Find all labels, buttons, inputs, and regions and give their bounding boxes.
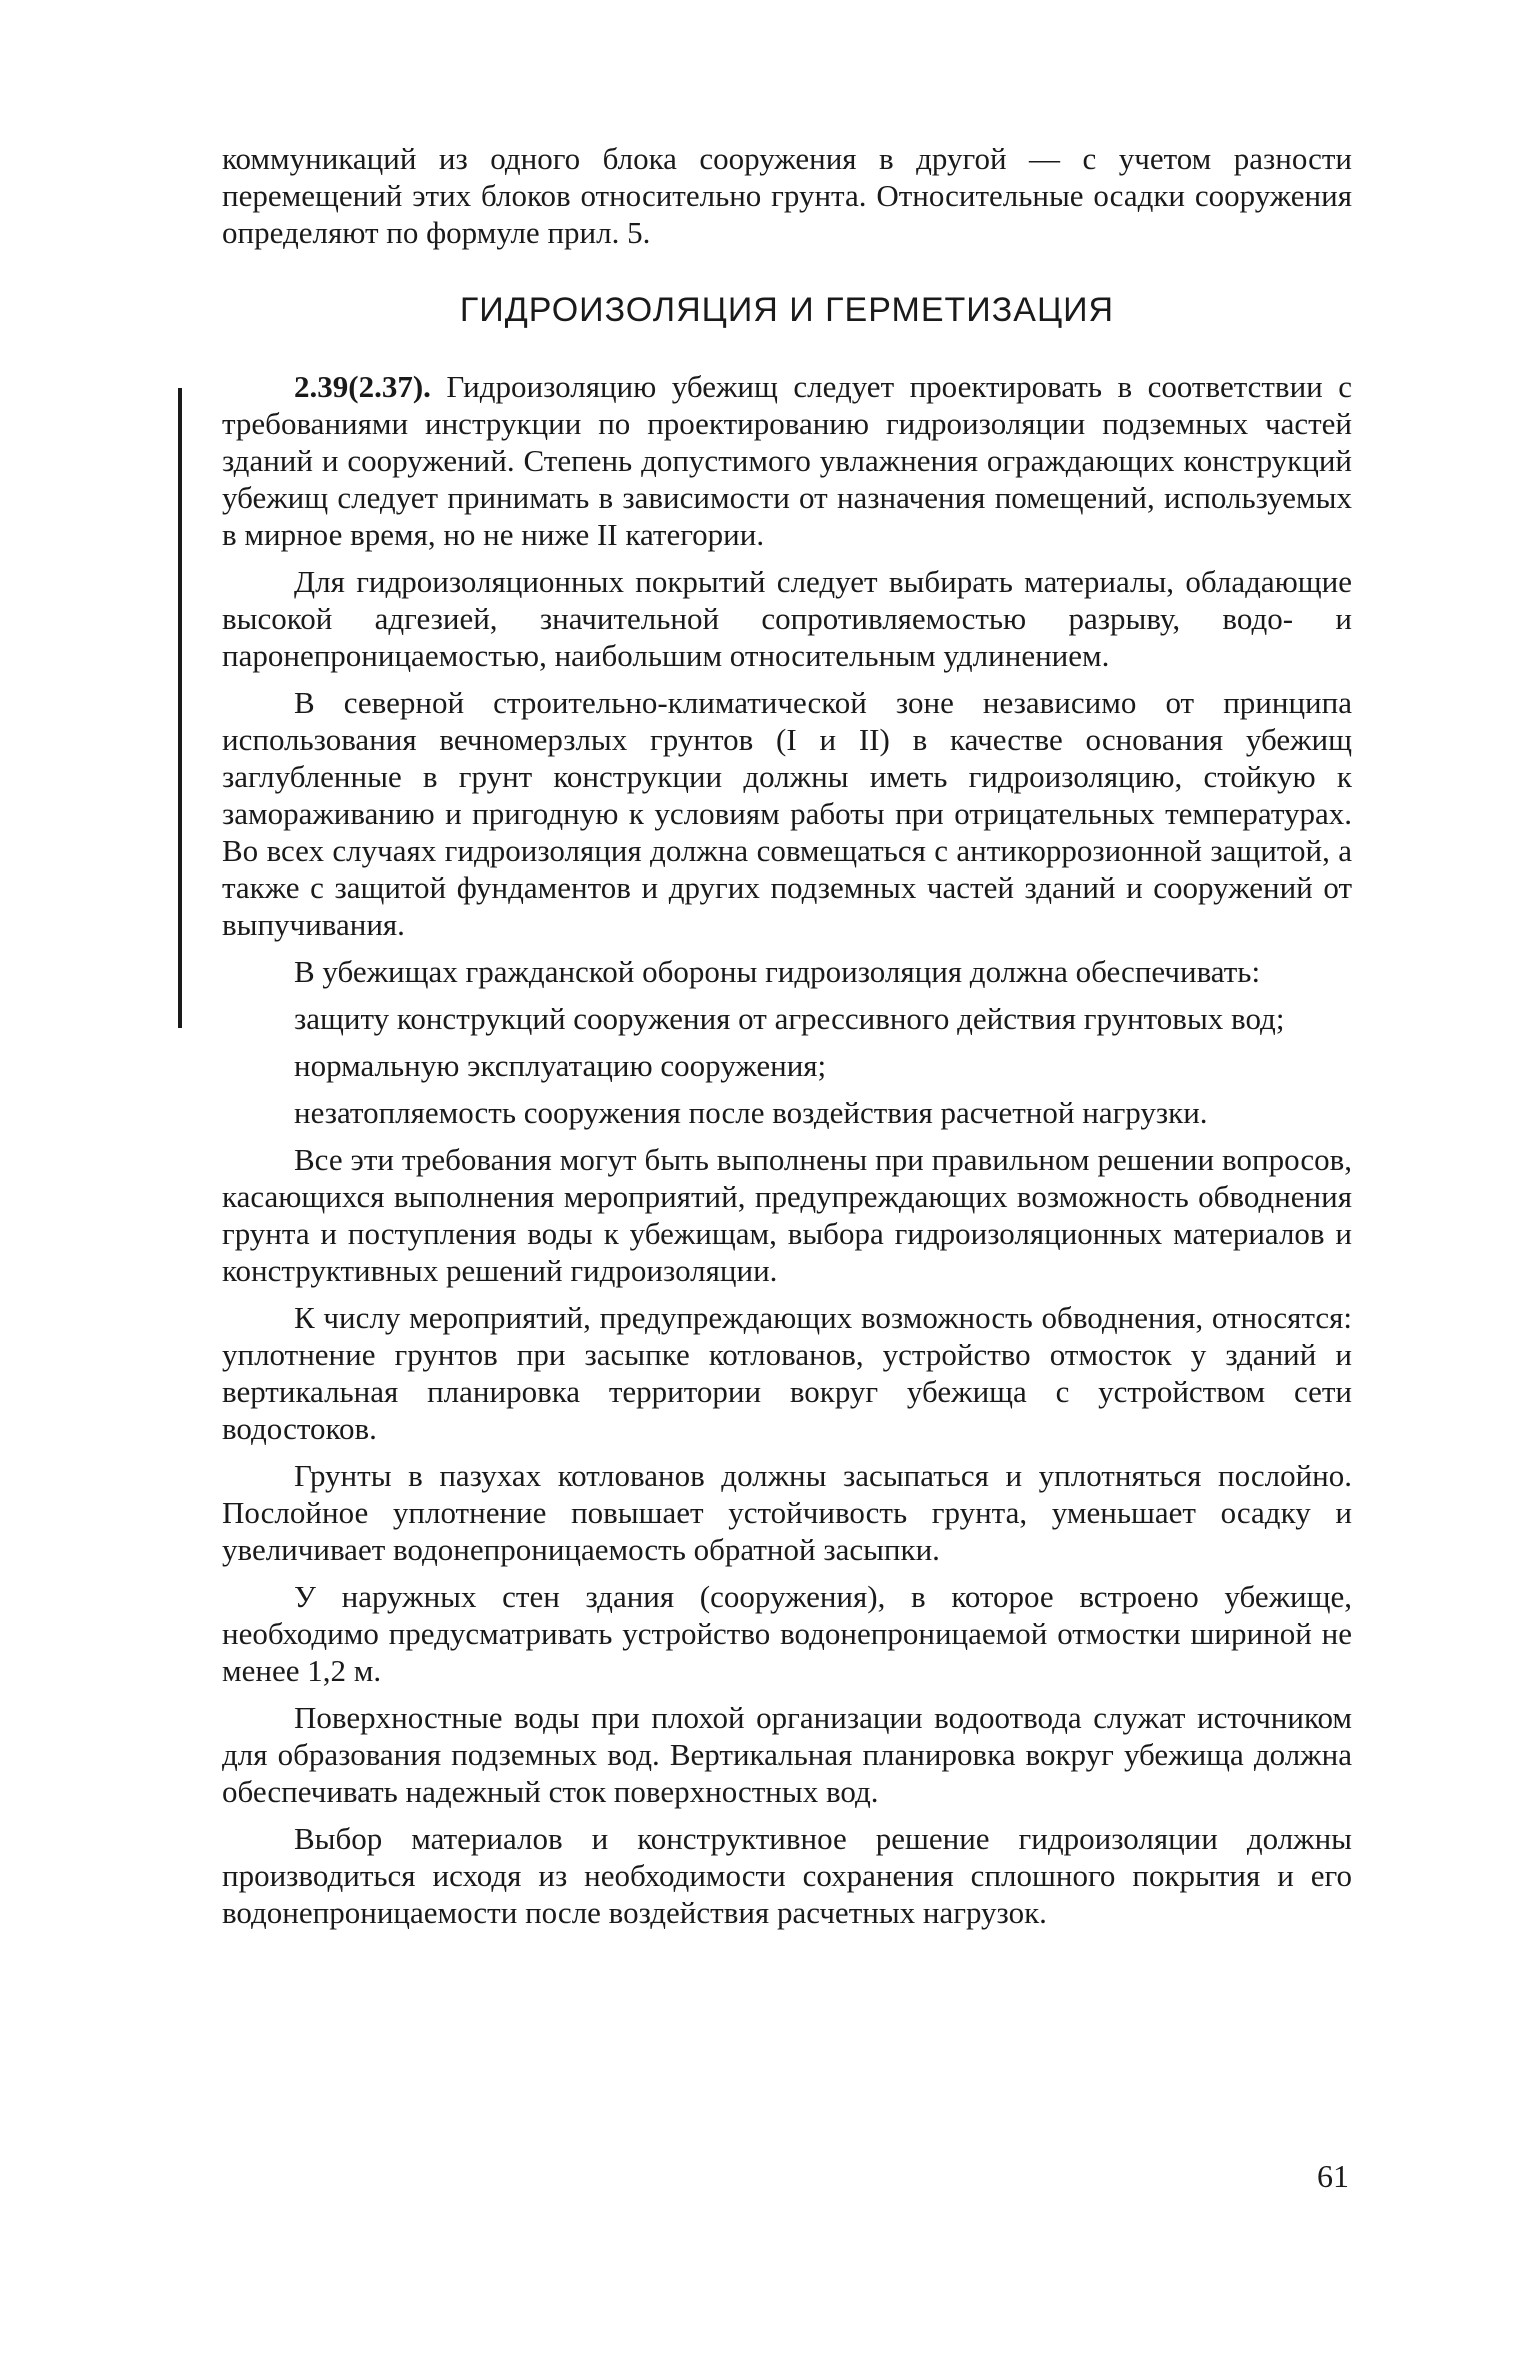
page-number: 61 xyxy=(1317,2158,1349,2194)
paragraph-6: незатопляемость сооружения после воздействия расчетной нагрузки. xyxy=(294,1095,1208,1130)
paragraph-9: Грунты в пазухах котлованов должны засыпаться и уплотняться послойно. Послойное уплотнение повышает устойчивость грунта, уменьшает осадку и увеличивает водонепроницаемость обратной засыпки. xyxy=(222,1458,1352,1567)
paragraph-12: Выбор материалов и конструктивное решение гидроизоляции должны производиться исходя из необходимости сохранения сплошного покрытия и его водонепроницаемости после воздействия расчетных нагрузок. xyxy=(222,1821,1352,1930)
intro-paragraph: коммуникаций из одного блока сооружения в другой — с учетом разности перемещений этих блоков относительно грунта. Относительные осадки сооружения определяют по формуле прил. 5. xyxy=(222,141,1352,250)
paragraph-5: нормальную эксплуатацию сооружения; xyxy=(294,1048,827,1083)
clause-number: 2.39(2.37). xyxy=(294,369,431,404)
paragraph-10: У наружных стен здания (сооружения), в которое встроено убежище, необходимо предусматривать устройство водонепроницаемой отмостки шириной не менее 1,2 м. xyxy=(222,1579,1352,1688)
revision-margin-bar xyxy=(178,388,182,1028)
document-page xyxy=(222,140,1352,1931)
paragraph-8: К числу мероприятий, предупреждающих возможность обводнения, относятся: уплотнение грунтов при засыпке котлованов, устройство отмосток у зданий и вертикальная планировка территории вокруг убежища с устройством сети водостоков. xyxy=(222,1300,1352,1446)
paragraph-3: В убежищах гражданской обороны гидроизоляция должна обеспечивать: xyxy=(294,954,1261,989)
paragraph-7: Все эти требования могут быть выполнены при правильном решении вопросов, касающихся выполнения мероприятий, предупреждающих возможность обводнения грунта и поступления воды к убежищам, выбора гидроизоляционных материалов и конструктивных решений гидроизоляции. xyxy=(222,1142,1352,1288)
paragraph-4: защиту конструкций сооружения от агрессивного действия грунтовых вод; xyxy=(294,1001,1285,1036)
paragraph-11: Поверхностные воды при плохой организации водоотвода служат источником для образования подземных вод. Вертикальная планировка вокруг убежища должна обеспечивать надежный сток поверхностных вод. xyxy=(222,1700,1352,1809)
paragraph-2: В северной строительно-климатической зоне независимо от принципа использования вечномерзлых грунтов (I и II) в качестве основания убежищ заглубленные в грунт конструкции должны иметь гидроизоляцию, стойкую к замораживанию и пригодную к условиям работы при отрицательных температурах. Во всех случаях гидроизоляция должна совмещаться с антикоррозионной защитой, а также с защитой фундаментов и других подземных частей зданий и сооружений от выпучивания. xyxy=(222,685,1352,942)
paragraph-1: Для гидроизоляционных покрытий следует выбирать материалы, обладающие высокой адгезией, значительной сопротивляемостью разрыву, водо- и паронепроницаемостью, наибольшим относительным удлинением. xyxy=(222,564,1352,673)
clause-text: Гидроизоляцию убежищ следует проектировать в соответствии с требованиями инструкции по проектированию гидроизоляции подземных частей зданий и сооружений. Степень допустимого увлажнения ограждающих конструкций убежищ следует принимать в зависимости от назначения помещений, используемых в мирное время, но не ниже II категории. xyxy=(222,369,1352,552)
section-heading: ГИДРОИЗОЛЯЦИЯ И ГЕРМЕТИЗАЦИЯ xyxy=(459,291,1115,329)
clause-paragraph xyxy=(222,368,1352,553)
